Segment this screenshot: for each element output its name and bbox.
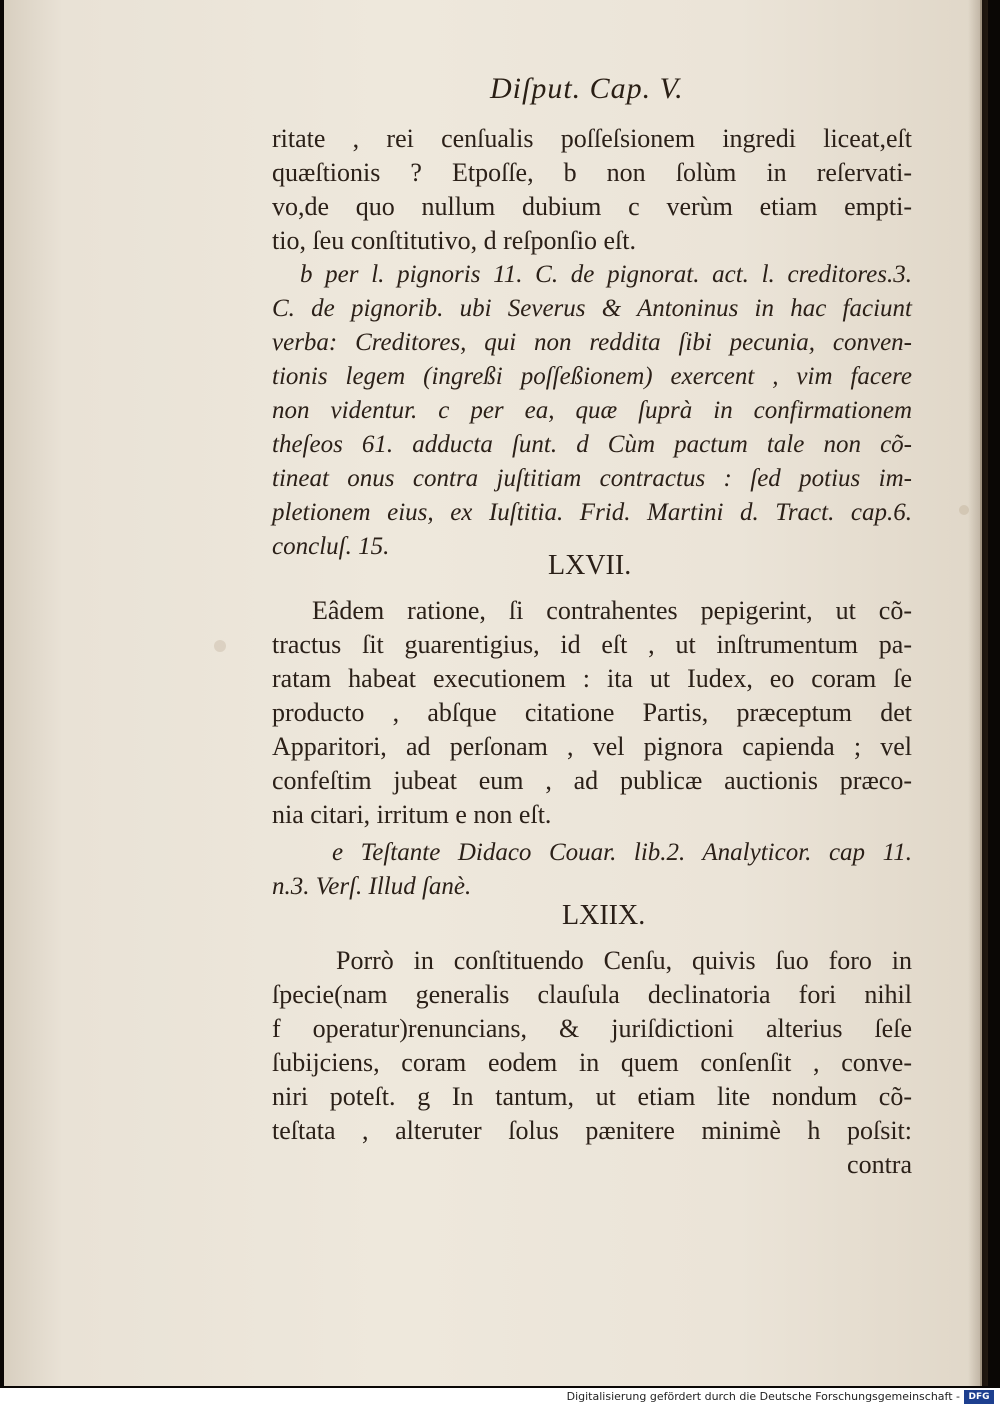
footnote-line: non videntur. c per ea, quæ ſuprà in confirmationem <box>272 397 912 424</box>
text-line: ritate , rei cenſualis poſſeſsionem ingredi liceat,eſt <box>272 124 912 153</box>
footnote-e <box>272 836 912 904</box>
text-line: ſubijciens, coram eodem in quem conſenſit , conve- <box>272 1048 912 1077</box>
footnote-line: verba: Creditores, qui non reddita ſibi pecunia, conven- <box>272 329 912 356</box>
footnote-line: pletionem eius, ex Iuſtitia. Frid. Martini d. Tract. cap.6. <box>272 499 912 526</box>
text-line: confeſtim jubeat eum , ad publicæ auctionis præco- <box>272 766 912 795</box>
footnote-line: e Teſtante Didaco Couar. lib.2. Analyticor. cap 11. <box>332 839 912 866</box>
footnotes-b-c-d <box>272 258 912 564</box>
footnote-line: b per l. pignoris 11. C. de pignorat. act. l. creditores.3. <box>300 261 912 288</box>
running-head: Diſput. Cap. V. <box>490 72 684 105</box>
section-heading-lxvii: LXVII. <box>548 550 632 581</box>
text-line: quæſtionis ? Etpoſſe, b non ſolùm in reſervati- <box>272 158 912 187</box>
footnote-line: theſeos 61. adducta ſunt. d Cùm pactum tale non cõ- <box>272 431 912 458</box>
text-line: producto , abſque citatione Partis, præceptum det <box>272 698 912 727</box>
text-line: ratam habeat executionem : ita ut Iudex, eo coram ſe <box>272 664 912 693</box>
text-line: Porrò in conſtituendo Cenſu, quivis ſuo foro in <box>336 946 912 975</box>
text-line: Apparitori, ad perſonam , vel pignora capienda ; vel <box>272 732 912 761</box>
footnote-line: tionis legem (ingreßi poſſeßionem) exercent , vim facere <box>272 363 912 390</box>
text-line: ſpecie(nam generalis clauſula declinatoria fori nihil <box>272 980 912 1009</box>
page-edge-shadow <box>968 0 988 1386</box>
footnote-line: concluſ. 15. <box>272 533 390 560</box>
text-line: nia citari, irritum e non eſt. <box>272 800 552 829</box>
thesis-lxvii-paragraph <box>272 594 912 832</box>
text-line: tractus ſit guarentigius, id eſt , ut inſtrumentum pa- <box>272 630 912 659</box>
text-line: vo,de quo nullum dubium c verùm etiam empti- <box>272 192 912 221</box>
text-line: f operatur)renuncians, & juriſdictioni alterius ſeſe <box>272 1014 912 1043</box>
catchword: contra <box>847 1150 912 1179</box>
dfg-logo[interactable]: DFG <box>964 1390 994 1404</box>
text-line: teſtata , alteruter ſolus pænitere minimè h poſsit: <box>272 1116 912 1145</box>
footnote-line: C. de pignorib. ubi Severus & Antoninus in hac faciunt <box>272 295 912 322</box>
text-line: niri poteſt. g In tantum, ut etiam lite nondum cõ- <box>272 1082 912 1111</box>
paragraph-continuation <box>272 122 912 258</box>
footnote-line: n.3. Verſ. Illud ſanè. <box>272 873 472 900</box>
section-heading-lxiix: LXIIX. <box>562 900 646 931</box>
footer-bar <box>0 1388 1000 1407</box>
footnote-line: tineat onus contra juſtitiam contractus : ſed potius im- <box>272 465 912 492</box>
text-line: Eâdem ratione, ſi contrahentes pepigerint, ut cõ- <box>312 596 912 625</box>
thesis-lxiix-paragraph <box>272 944 912 1182</box>
text-line: tio, ſeu conſtitutivo, d reſponſio eſt. <box>272 226 636 255</box>
funding-credit: Digitalisierung gefördert durch die Deutsche Forschungsgemeinschaft - <box>566 1390 960 1403</box>
paper-stain <box>214 640 226 652</box>
